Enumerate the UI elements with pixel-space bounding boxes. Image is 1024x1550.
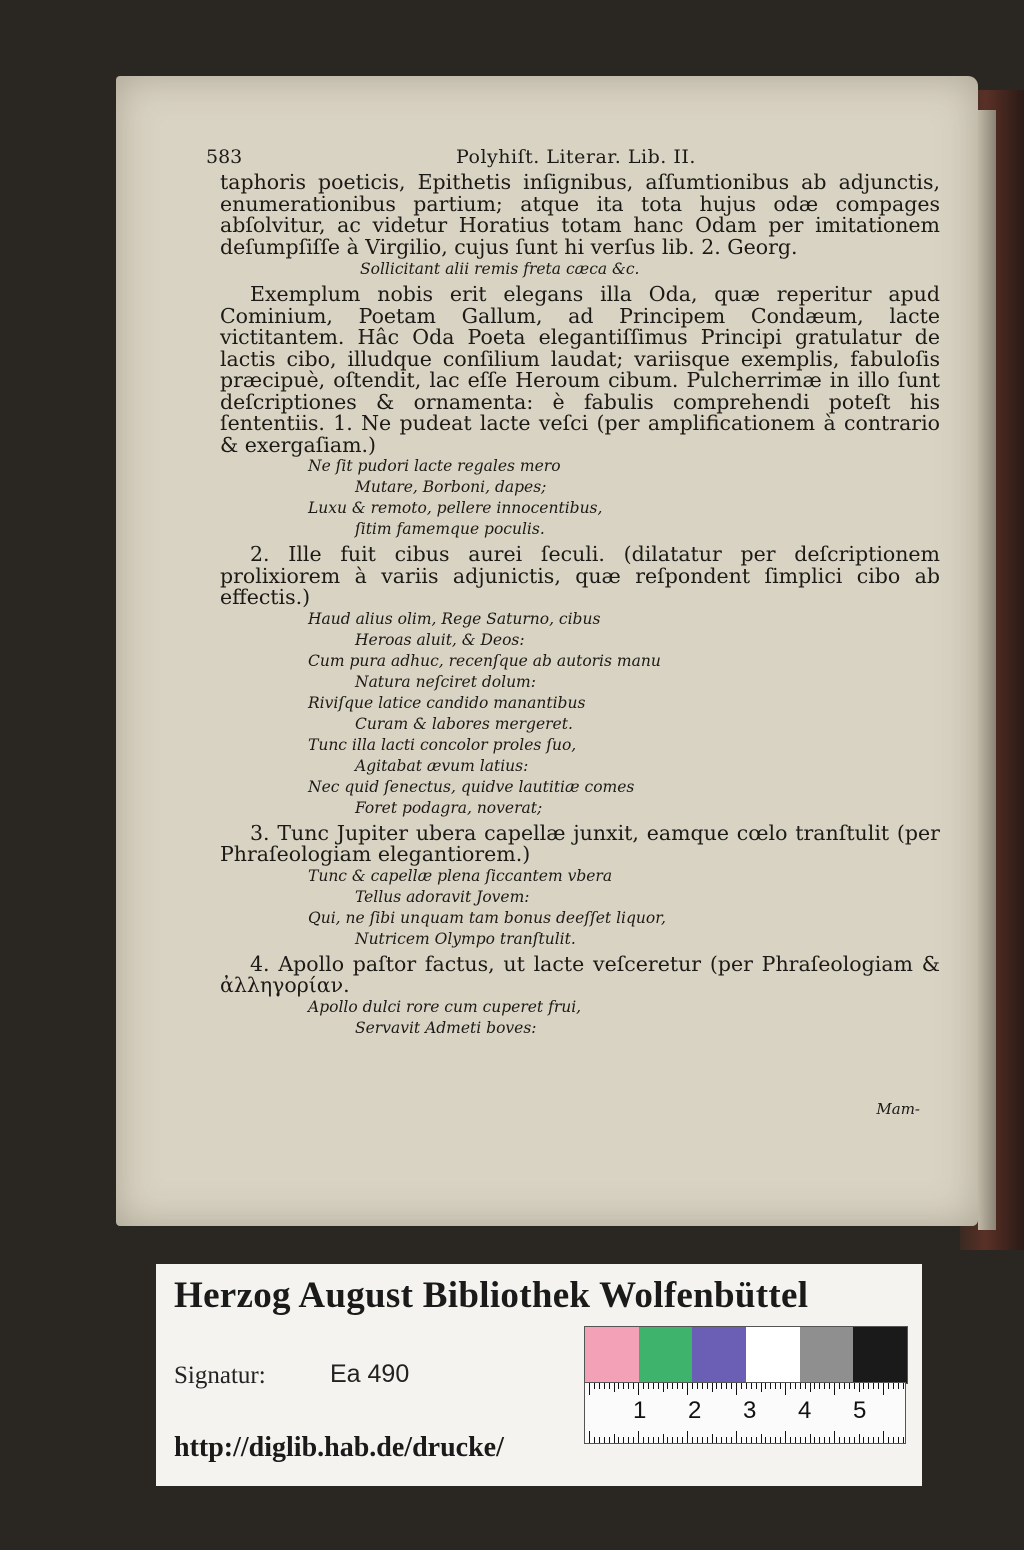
catchword: Mam- bbox=[876, 1100, 920, 1118]
ruler-tick bbox=[667, 1383, 668, 1389]
ruler-tick bbox=[609, 1437, 610, 1443]
library-label bbox=[156, 1264, 922, 1486]
ruler-tick bbox=[599, 1437, 600, 1443]
ruler-tick bbox=[648, 1383, 649, 1389]
ruler-tick bbox=[765, 1383, 766, 1389]
ruler-tick bbox=[790, 1437, 791, 1443]
verse-quotation: Sollicitant alii remis freta cæca &c. bbox=[360, 260, 640, 278]
ruler-tick bbox=[599, 1383, 600, 1389]
verse-line: Haud alius olim, Rege Saturno, cibus bbox=[308, 609, 601, 628]
ruler-tick bbox=[716, 1383, 717, 1389]
ruler-tick bbox=[609, 1383, 610, 1389]
ruler-tick bbox=[648, 1437, 649, 1443]
ruler-tick bbox=[589, 1431, 590, 1443]
ruler-tick bbox=[741, 1383, 742, 1389]
verse-block bbox=[220, 997, 940, 1039]
ruler-tick bbox=[697, 1383, 698, 1389]
ruler-tick bbox=[589, 1383, 590, 1395]
ruler-tick bbox=[628, 1383, 629, 1389]
verse-line: Luxu & remoto, pellere innocentibus, bbox=[308, 499, 603, 517]
ruler-tick bbox=[633, 1383, 634, 1389]
facing-page-edge bbox=[978, 110, 996, 1230]
ruler-tick bbox=[687, 1431, 688, 1443]
ruler-tick bbox=[893, 1383, 894, 1389]
ruler-tick bbox=[677, 1383, 678, 1389]
ruler-tick bbox=[712, 1434, 713, 1443]
ruler-tick bbox=[741, 1437, 742, 1443]
paragraph: Exemplum nobis erit elegans illa Oda, quæ reperitur apud Cominium, Poetam Gallum, ad Principem Condæum, lacte victitantem. Hâc Oda Poeta elegantiſſimus Principi gratulatur de lactis cibo, illudque conſilium laudat; variisque exemplis, fabuloſis præcipuè, oſtendit, lac eſſe Heroum cibum. Pulcherrimæ in illo ſunt deſcriptiones & ornamenta: è fabulis comprehendi poteſt his ſententiis. 1. Ne pudeat lacte veſci (per amplificationem à contrario & exergaſiam.) bbox=[220, 282, 940, 457]
ruler-tick bbox=[707, 1437, 708, 1443]
verse-line: Natura neſciret dolum: bbox=[355, 672, 536, 691]
ruler-tick bbox=[868, 1437, 869, 1443]
ruler-tick bbox=[849, 1383, 850, 1389]
verse-line: Heroas aluit, & Deos: bbox=[355, 630, 525, 649]
ruler-tick bbox=[731, 1437, 732, 1443]
ruler-tick bbox=[844, 1437, 845, 1443]
ruler-tick bbox=[824, 1383, 825, 1389]
ruler-tick bbox=[643, 1437, 644, 1443]
verse-block bbox=[220, 866, 940, 950]
ruler-tick bbox=[643, 1383, 644, 1389]
ruler-tick bbox=[751, 1437, 752, 1443]
ruler-tick bbox=[638, 1431, 639, 1443]
verse-block bbox=[220, 609, 940, 819]
ruler-tick bbox=[863, 1383, 864, 1389]
ruler-tick bbox=[751, 1383, 752, 1389]
ruler-tick bbox=[658, 1437, 659, 1443]
ruler-tick bbox=[839, 1383, 840, 1389]
ruler-number: 1 bbox=[633, 1397, 647, 1424]
ruler-number: 4 bbox=[798, 1397, 812, 1424]
ruler-tick bbox=[893, 1437, 894, 1443]
ruler-tick bbox=[800, 1383, 801, 1389]
ruler-tick bbox=[756, 1437, 757, 1443]
ruler-tick bbox=[736, 1383, 737, 1395]
ruler-tick bbox=[805, 1383, 806, 1389]
verse-line: Tunc illa lacti concolor proles ſuo, bbox=[308, 735, 577, 754]
ruler-tick bbox=[800, 1437, 801, 1443]
ruler-tick bbox=[594, 1437, 595, 1443]
verse-line: Tellus adoravit Jovem: bbox=[355, 887, 530, 906]
verse-line: Servavit Admeti boves: bbox=[355, 1018, 537, 1037]
ruler-tick bbox=[707, 1383, 708, 1389]
scale-ruler bbox=[584, 1382, 906, 1444]
ruler-tick bbox=[785, 1383, 786, 1395]
ruler-number: 2 bbox=[688, 1397, 702, 1424]
ruler-tick bbox=[731, 1383, 732, 1389]
ruler-tick bbox=[721, 1437, 722, 1443]
ruler-tick bbox=[756, 1383, 757, 1389]
ruler-tick bbox=[810, 1383, 811, 1392]
ruler-tick bbox=[873, 1437, 874, 1443]
ruler-tick bbox=[780, 1437, 781, 1443]
ruler-tick bbox=[814, 1383, 815, 1389]
verse-line: Foret podagra, noverat; bbox=[355, 798, 543, 817]
ruler-tick bbox=[614, 1434, 615, 1443]
ruler-tick bbox=[712, 1383, 713, 1392]
library-url: http://diglib.hab.de/drucke/ bbox=[174, 1432, 504, 1463]
ruler-tick bbox=[682, 1437, 683, 1443]
ruler-tick bbox=[844, 1383, 845, 1389]
ruler-tick bbox=[878, 1437, 879, 1443]
ruler-tick bbox=[770, 1437, 771, 1443]
ruler-tick bbox=[697, 1437, 698, 1443]
running-head: Polyhiſt. Literar. Lib. II. bbox=[456, 146, 696, 168]
ruler-tick bbox=[692, 1437, 693, 1443]
verse-line: Agitabat ævum latius: bbox=[355, 756, 529, 775]
ruler-tick bbox=[888, 1383, 889, 1389]
ruler-tick bbox=[765, 1437, 766, 1443]
verse-line: Nutricem Olympo tranſtulit. bbox=[355, 929, 576, 948]
ruler-tick bbox=[761, 1434, 762, 1443]
ruler-tick bbox=[736, 1431, 737, 1443]
ruler-tick bbox=[824, 1437, 825, 1443]
ruler-tick bbox=[903, 1437, 904, 1443]
ruler-number: 5 bbox=[853, 1397, 867, 1424]
color-swatch bbox=[746, 1327, 800, 1383]
ruler-tick bbox=[883, 1431, 884, 1443]
page-text bbox=[220, 172, 940, 1043]
ruler-tick bbox=[839, 1437, 840, 1443]
ruler-tick bbox=[819, 1437, 820, 1443]
ruler-tick bbox=[814, 1437, 815, 1443]
ruler-tick bbox=[888, 1437, 889, 1443]
ruler-tick bbox=[780, 1383, 781, 1389]
ruler-tick bbox=[614, 1383, 615, 1392]
ruler-tick bbox=[716, 1437, 717, 1443]
ruler-tick bbox=[672, 1437, 673, 1443]
verse-line: Tunc & capellæ plena ſiccantem vbera bbox=[308, 866, 613, 885]
verse-line: Cum pura adhuc, recenſque ab autoris manu bbox=[308, 651, 661, 670]
ruler-tick bbox=[795, 1437, 796, 1443]
ruler-tick bbox=[746, 1437, 747, 1443]
ruler-tick bbox=[658, 1383, 659, 1389]
color-swatch bbox=[800, 1327, 854, 1383]
ruler-tick bbox=[785, 1431, 786, 1443]
verse-block bbox=[220, 456, 940, 540]
verse-line: Nec quid ſenectus, quidve lautitiæ comes bbox=[308, 777, 635, 796]
ruler-tick bbox=[653, 1383, 654, 1389]
ruler-tick bbox=[726, 1383, 727, 1389]
paragraph: 2. Ille fuit cibus aurei ſeculi. (dilatatur per deſcriptionem prolixiorem à variis adjunictis, quæ reſpondent ſimplici cibo ab effectis.) bbox=[220, 542, 940, 609]
paragraph: taphoris poeticis, Epithetis inſignibus, aſſumtionibus ab adjunctis, enumerationibus partium; atque ita tota hujus odæ compages abſolvitur, ac videtur Horatius totam hanc Odam per imitationem deſumpſiſſe à Virgilio, cujus ſunt hi verſus lib. 2. Georg. bbox=[220, 170, 940, 259]
ruler-tick bbox=[859, 1383, 860, 1392]
ruler-tick bbox=[623, 1383, 624, 1389]
ruler-tick bbox=[653, 1437, 654, 1443]
ruler-tick bbox=[761, 1383, 762, 1392]
ruler-tick bbox=[628, 1437, 629, 1443]
verse-line: Riviſque latice candido manantibus bbox=[308, 693, 586, 712]
verse-line: ſitim famemque poculis. bbox=[355, 520, 545, 538]
ruler-tick bbox=[604, 1383, 605, 1389]
ruler-ticks-bottom bbox=[585, 1431, 905, 1443]
page-number: 583 bbox=[206, 146, 243, 168]
ruler-tick bbox=[721, 1383, 722, 1389]
paragraph: 4. Apollo paſtor factus, ut lacte veſceretur (per Phraſeologiam & ἀλληγορίαν. bbox=[220, 951, 940, 997]
ruler-tick bbox=[873, 1383, 874, 1389]
ruler-tick bbox=[829, 1383, 830, 1389]
ruler-tick bbox=[692, 1383, 693, 1389]
ruler-tick bbox=[638, 1383, 639, 1395]
ruler-tick bbox=[903, 1383, 904, 1389]
verse-line: Curam & labores mergeret. bbox=[355, 714, 573, 733]
color-swatch bbox=[639, 1327, 693, 1383]
verse-line: Mutare, Borboni, dapes; bbox=[355, 478, 547, 496]
ruler-tick bbox=[849, 1437, 850, 1443]
ruler-tick bbox=[682, 1383, 683, 1389]
color-calibration-swatches bbox=[584, 1326, 908, 1384]
ruler-tick bbox=[898, 1437, 899, 1443]
ruler-tick bbox=[829, 1437, 830, 1443]
ruler-tick bbox=[859, 1434, 860, 1443]
ruler-tick bbox=[633, 1437, 634, 1443]
verse-line: Apollo dulci rore cum cuperet frui, bbox=[308, 997, 582, 1016]
ruler-tick bbox=[790, 1383, 791, 1389]
ruler-tick bbox=[663, 1434, 664, 1443]
ruler-tick bbox=[618, 1437, 619, 1443]
library-title: Herzog August Bibliothek Wolfenbüttel bbox=[174, 1275, 809, 1316]
ruler-tick bbox=[667, 1437, 668, 1443]
ruler-tick bbox=[594, 1383, 595, 1389]
ruler-tick bbox=[898, 1383, 899, 1389]
verse-line: Ne ſit pudori lacte regales mero bbox=[308, 457, 561, 475]
ruler-tick bbox=[878, 1383, 879, 1389]
ruler-tick bbox=[746, 1383, 747, 1389]
ruler-tick bbox=[618, 1383, 619, 1389]
ruler-tick bbox=[687, 1383, 688, 1395]
ruler-tick bbox=[834, 1431, 835, 1443]
signature-value: Ea 490 bbox=[330, 1360, 410, 1388]
ruler-tick bbox=[663, 1383, 664, 1392]
ruler-tick bbox=[702, 1383, 703, 1389]
ruler-tick bbox=[810, 1434, 811, 1443]
ruler-tick bbox=[775, 1437, 776, 1443]
verse-line: Qui, ne ſibi unquam tam bonus deeſſet liquor, bbox=[308, 908, 666, 927]
color-swatch bbox=[692, 1327, 746, 1383]
ruler-tick bbox=[819, 1383, 820, 1389]
ruler-tick bbox=[775, 1383, 776, 1389]
ruler-tick bbox=[623, 1437, 624, 1443]
ruler-ticks-top bbox=[585, 1383, 905, 1395]
paragraph: 3. Tunc Jupiter ubera capellæ junxit, eamque cœlo tranſtulit (per Phraſeologiam elegantiorem.) bbox=[220, 820, 940, 866]
ruler-tick bbox=[834, 1383, 835, 1395]
ruler-tick bbox=[677, 1437, 678, 1443]
ruler-tick bbox=[863, 1437, 864, 1443]
ruler-tick bbox=[854, 1383, 855, 1389]
color-swatch bbox=[585, 1327, 639, 1383]
ruler-tick bbox=[672, 1383, 673, 1389]
ruler-tick bbox=[702, 1437, 703, 1443]
color-swatch bbox=[853, 1327, 907, 1383]
book-page bbox=[116, 76, 978, 1226]
ruler-tick bbox=[604, 1437, 605, 1443]
ruler-tick bbox=[883, 1383, 884, 1395]
ruler-tick bbox=[854, 1437, 855, 1443]
ruler-tick bbox=[770, 1383, 771, 1389]
signature-label: Signatur: bbox=[174, 1362, 266, 1389]
ruler-tick bbox=[795, 1383, 796, 1389]
ruler-tick bbox=[868, 1383, 869, 1389]
ruler-number: 3 bbox=[743, 1397, 757, 1424]
ruler-tick bbox=[805, 1437, 806, 1443]
ruler-tick bbox=[726, 1437, 727, 1443]
